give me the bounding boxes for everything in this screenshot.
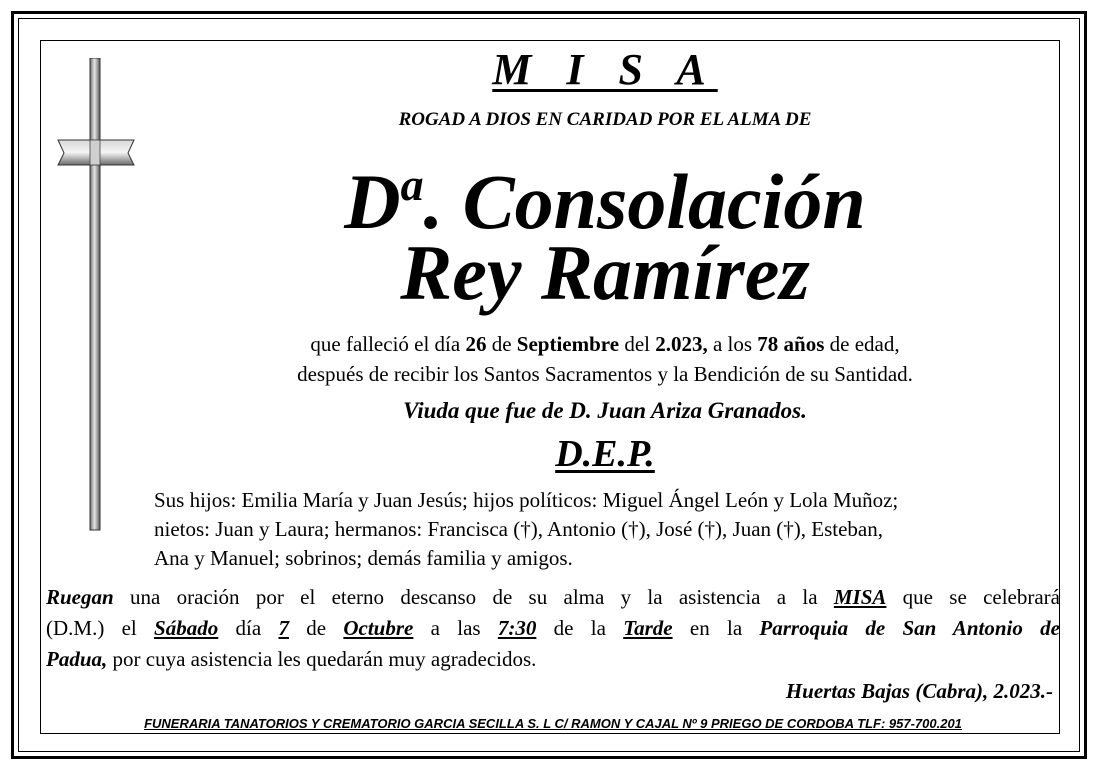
page-title: M I S A [492, 45, 718, 94]
family-line: Ana y Manuel; sobrinos; demás familia y amigos. [154, 546, 573, 570]
mass-line: Ruegan una oración por el eterno descanso de su alma y la asistencia a la MISA que se celebrará [46, 585, 1060, 609]
ruegan: Ruegan [46, 585, 114, 609]
place-date: Huertas Bajas (Cabra), 2.023.- [785, 679, 1053, 703]
widow-line: Viuda que fue de D. Juan Ariza Granados. [403, 398, 807, 423]
family-line: Sus hijos: Emilia María y Juan Jesús; hijos políticos: Miguel Ángel León y Lola Muñoz; [154, 488, 899, 512]
deceased-surnames: Rey Ramírez [400, 229, 810, 316]
first-name: . Consolación [423, 158, 866, 245]
death-month: Septiembre [516, 332, 620, 356]
church-name: Parroquia de San Antonio de [759, 616, 1060, 640]
misa-word: MISA [833, 585, 887, 609]
cross-icon [56, 58, 136, 533]
funeral-home-footer: FUNERARIA TANATORIOS Y CREMATORIO GARCIA SECILLA S. L C/ RAMON Y CAJAL Nº 9 PRIEGO DE CORDOBA TLF: 957-700.201 [144, 716, 962, 731]
church-name-end: Padua, [46, 647, 108, 671]
mass-line: Padua, por cuya asistencia les quedarán muy agradecidos. [46, 647, 537, 671]
death-year: 2.023, [655, 332, 708, 356]
mass-month: Octubre [343, 616, 414, 640]
mass-time: 7:30 [497, 616, 537, 640]
dep-heading: D.E.P. [555, 433, 655, 475]
subtitle: ROGAD A DIOS EN CARIDAD POR EL ALMA DE [398, 109, 812, 130]
sacraments-line: después de recibir los Santos Sacramentos y la Bendición de su Santidad. [297, 362, 913, 386]
honorific-superscript: a [400, 159, 424, 210]
mass-line: (D.M.) el Sábado día 7 de Octubre a las 7:30 de la Tarde en la Parroquia de San Antonio de [46, 616, 1060, 640]
mass-period: Tarde [623, 616, 673, 640]
mass-day: 7 [278, 616, 289, 640]
honorific: D [344, 158, 401, 245]
death-line: que falleció el día 26 de Septiembre del 2.023, a los 78 años de edad, [310, 332, 900, 356]
mass-weekday: Sábado [154, 616, 219, 640]
family-line: nietos: Juan y Laura; hermanos: Francisca (†), Antonio (†), José (†), Juan (†), Esteban, [154, 517, 883, 541]
death-day: 26 [465, 332, 487, 356]
age: 78 años [757, 332, 825, 356]
